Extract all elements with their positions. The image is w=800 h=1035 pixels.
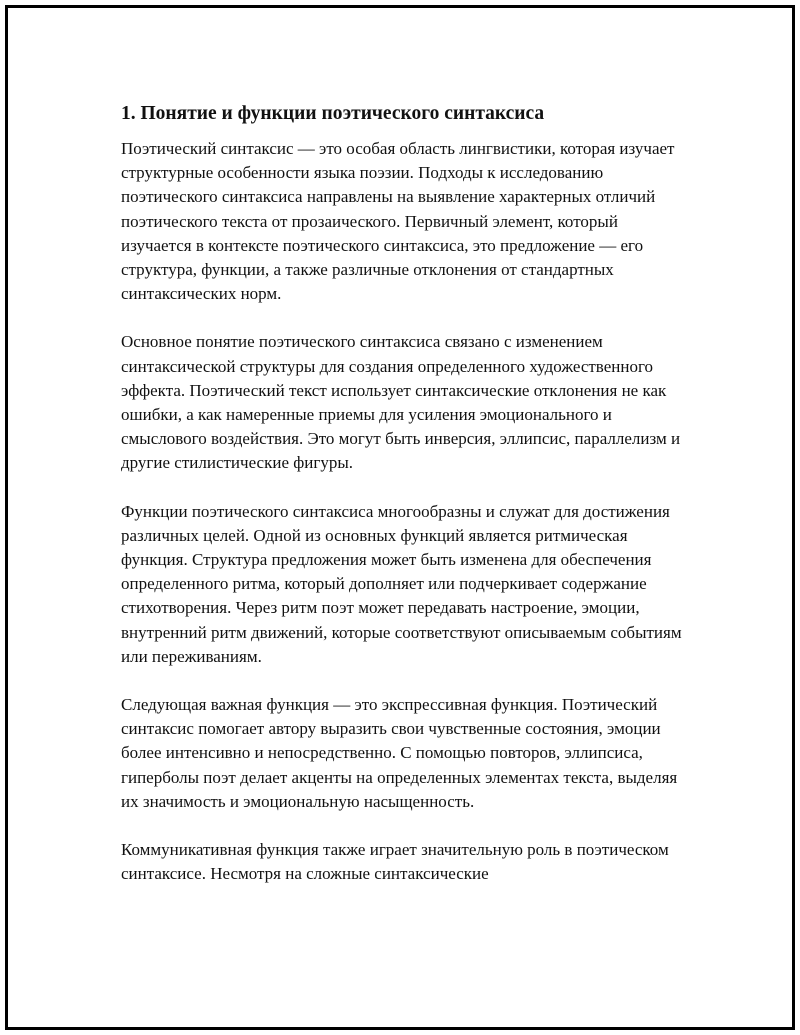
- paragraph-2: Основное понятие поэтического синтаксиса связано с изменением синтаксической структуры для создания определенного художественного эффекта. Поэтический текст использует синтаксические отклонения не как ошибки, а как намеренные приемы для усиления эмоционального и смыслового воздействия. Это могут быть инверсия, эллипсис, параллелизм и другие стилистические фигуры.: [121, 332, 681, 473]
- paragraph-3: Функции поэтического синтаксиса многообразны и служат для достижения различных целей. Одной из основных функций является ритмическая функция. Структура предложения может быть изменена для обеспечения определенного ритма, который дополняет или подчеркивает содержание стихотворения. Через ритм поэт может передавать настроение, эмоции, внутренний ритм движений, которые соответствуют описываемым событиям или переживаниям.: [121, 501, 682, 666]
- paragraph-1: Поэтический синтаксис — это особая область лингвистики, которая изучает структурные особенности языка поэзии. Подходы к исследованию поэтического синтаксиса направлены на выявление характерных отличий поэтического текста от прозаического. Первичный элемент, который изучается в контексте поэтического синтаксиса, это предложение — его структура, функции, а также различные отклонения от стандартных синтаксических норм.: [121, 139, 675, 304]
- document-page: [5, 5, 795, 1030]
- paragraph-5: Коммуникативная функция также играет значительную роль в поэтическом синтаксисе. Несмотря на сложные синтаксические: [121, 840, 669, 884]
- paragraph-4: Следующая важная функция — это экспрессивная функция. Поэтический синтаксис помогает автору выразить свои чувственные состояния, эмоции более интенсивно и непосредственно. С помощью повторов, эллипсиса, гиперболы поэт делает акценты на определенных элементах текста, выделяя их значимость и эмоциональную насыщенность.: [121, 695, 678, 811]
- section-heading: 1. Понятие и функции поэтического синтаксиса: [121, 103, 545, 124]
- document-body: [121, 101, 691, 910]
